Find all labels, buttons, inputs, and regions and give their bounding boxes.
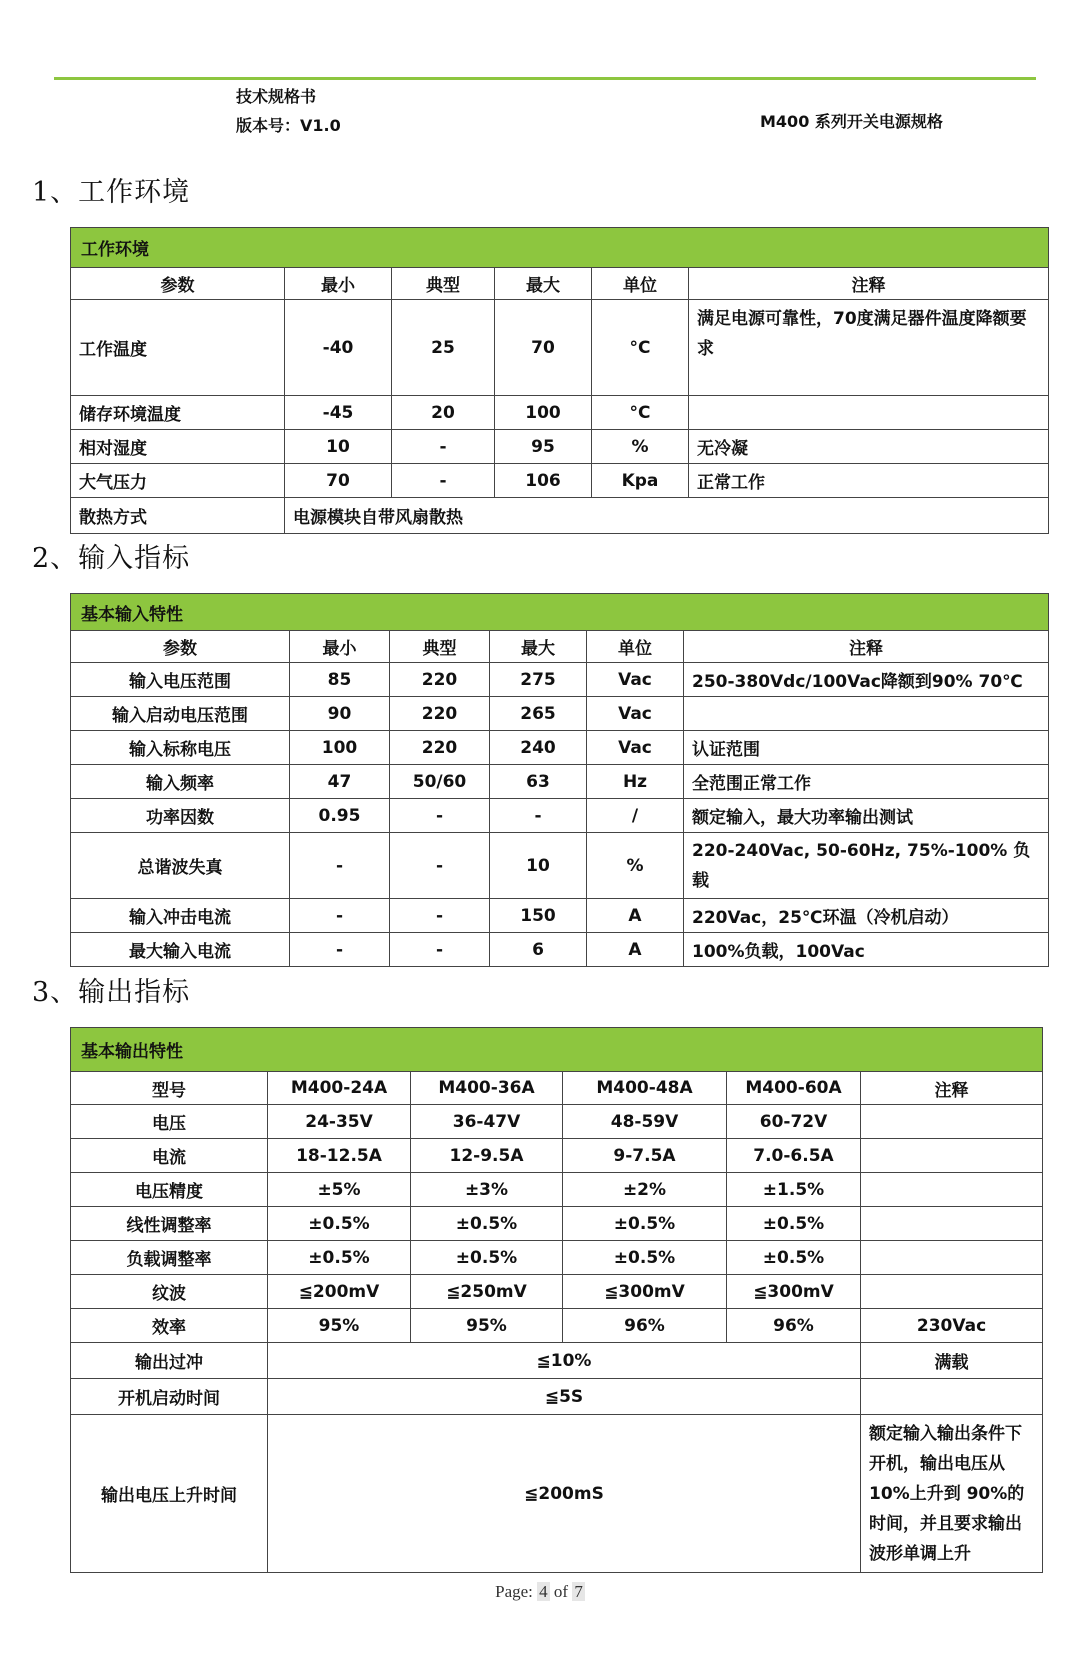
table-row: [71, 1105, 1043, 1139]
col-header: M400-36A: [411, 1072, 563, 1105]
cell: [861, 1139, 1043, 1173]
cell: 220: [390, 663, 490, 697]
cell: 储存环境温度: [71, 396, 285, 430]
cell: 正常工作: [689, 464, 1049, 498]
table-row: [71, 833, 1049, 899]
cell: [861, 1105, 1043, 1139]
cell: 90: [290, 697, 390, 731]
cell: 无冷凝: [689, 430, 1049, 464]
env-header-row: [71, 268, 1049, 300]
cell: 250-380Vdc/100Vac降额到90% 70℃: [684, 663, 1049, 697]
cell: /: [587, 799, 684, 833]
input-band: 基本输入特性: [71, 594, 1049, 631]
table-row: [71, 663, 1049, 697]
cell: 7.0-6.5A: [727, 1139, 861, 1173]
cell: Vac: [587, 663, 684, 697]
input-header-row: [71, 631, 1049, 663]
cell: 18-12.5A: [268, 1139, 411, 1173]
output-band: 基本输出特性: [71, 1028, 1043, 1072]
section-title-input: 2、输入指标: [32, 543, 191, 574]
table-row: [71, 1139, 1043, 1173]
col-header: 最大: [495, 268, 592, 300]
table-row: [71, 498, 1049, 534]
cell: ≦5S: [268, 1379, 861, 1415]
cell: -45: [285, 396, 392, 430]
cell: ±5%: [268, 1173, 411, 1207]
cell: 12-9.5A: [411, 1139, 563, 1173]
footer-of: of: [549, 1582, 573, 1601]
col-header: 注释: [861, 1072, 1043, 1105]
cell: 85: [290, 663, 390, 697]
cell: 96%: [727, 1309, 861, 1343]
col-header: 最小: [285, 268, 392, 300]
cell: 230Vac: [861, 1309, 1043, 1343]
cell: -: [290, 833, 390, 899]
cell: 最大输入电流: [71, 933, 290, 967]
cell: 220: [390, 697, 490, 731]
cell: 输入标称电压: [71, 731, 290, 765]
cell: 95%: [411, 1309, 563, 1343]
cell: -: [490, 799, 587, 833]
cell: 220: [390, 731, 490, 765]
table-row: [71, 1343, 1043, 1379]
cell: 100: [495, 396, 592, 430]
cell: 47: [290, 765, 390, 799]
cell: 输入启动电压范围: [71, 697, 290, 731]
cell: -: [390, 799, 490, 833]
cell: 满足电源可靠性，70度满足器件温度降额要求: [689, 300, 1049, 396]
cell: -: [390, 899, 490, 933]
table-row: [71, 300, 1049, 396]
cell: 总谐波失真: [71, 833, 290, 899]
cell: 100%负载，100Vac: [684, 933, 1049, 967]
cell: 纹波: [71, 1275, 268, 1309]
cell: ±0.5%: [411, 1241, 563, 1275]
cell: °C: [592, 300, 689, 396]
cell: 70: [495, 300, 592, 396]
cell: 额定输入输出条件下开机，输出电压从10%上升到 90%的时间，并且要求输出波形单调上升: [861, 1415, 1043, 1573]
cell: 6: [490, 933, 587, 967]
cell: ≦10%: [268, 1343, 861, 1379]
cell: Vac: [587, 731, 684, 765]
cell: 电流: [71, 1139, 268, 1173]
cell: 输出过冲: [71, 1343, 268, 1379]
cell: 输入冲击电流: [71, 899, 290, 933]
cell: 电压精度: [71, 1173, 268, 1207]
section-title-output: 3、输出指标: [32, 977, 191, 1008]
col-header: M400-24A: [268, 1072, 411, 1105]
cell: 负载调整率: [71, 1241, 268, 1275]
table-row: [71, 1379, 1043, 1415]
current-page: 4: [539, 1582, 548, 1601]
page-footer: [0, 1582, 1080, 1602]
col-header: 最大: [490, 631, 587, 663]
cell: 工作温度: [71, 300, 285, 396]
cell: ±0.5%: [268, 1241, 411, 1275]
cell: 150: [490, 899, 587, 933]
cell: 满载: [861, 1343, 1043, 1379]
table-row: [71, 464, 1049, 498]
cell: 95: [495, 430, 592, 464]
cell: ≦200mS: [268, 1415, 861, 1573]
cell: Hz: [587, 765, 684, 799]
table-row: [71, 899, 1049, 933]
cell: -40: [285, 300, 392, 396]
cell: 25: [392, 300, 495, 396]
cell: %: [587, 833, 684, 899]
cell: 24-35V: [268, 1105, 411, 1139]
cell: 大气压力: [71, 464, 285, 498]
cell: 96%: [563, 1309, 727, 1343]
cell: [861, 1275, 1043, 1309]
cell: 63: [490, 765, 587, 799]
table-row: [71, 731, 1049, 765]
cell: [861, 1241, 1043, 1275]
table-row: [71, 1207, 1043, 1241]
input-table: [70, 593, 1049, 967]
cell: %: [592, 430, 689, 464]
table-row: [71, 1415, 1043, 1573]
col-header: M400-60A: [727, 1072, 861, 1105]
cell: -: [392, 464, 495, 498]
table-row: [71, 933, 1049, 967]
col-header: 注释: [684, 631, 1049, 663]
table-row: [71, 697, 1049, 731]
footer-prefix: Page:: [495, 1582, 538, 1601]
cell: 9-7.5A: [563, 1139, 727, 1173]
table-row: [71, 799, 1049, 833]
cell: 50/60: [390, 765, 490, 799]
cell: 全范围正常工作: [684, 765, 1049, 799]
cell: ±0.5%: [563, 1241, 727, 1275]
cell: 相对湿度: [71, 430, 285, 464]
cell: ±2%: [563, 1173, 727, 1207]
cell: 输入频率: [71, 765, 290, 799]
output-table: [70, 1027, 1043, 1573]
col-header: 参数: [71, 268, 285, 300]
col-header: 型号: [71, 1072, 268, 1105]
cell: [861, 1379, 1043, 1415]
doc-type: 技术规格书: [236, 87, 317, 106]
cell: [861, 1207, 1043, 1241]
col-header: 典型: [392, 268, 495, 300]
cell: 100: [290, 731, 390, 765]
cell: 额定输入，最大功率输出测试: [684, 799, 1049, 833]
cell: -: [390, 933, 490, 967]
col-header: 单位: [587, 631, 684, 663]
cell: 开机启动时间: [71, 1379, 268, 1415]
table-row: [71, 1173, 1043, 1207]
cell: -: [290, 899, 390, 933]
cell: 95%: [268, 1309, 411, 1343]
cell: 效率: [71, 1309, 268, 1343]
cell: 认证范围: [684, 731, 1049, 765]
col-header: 注释: [689, 268, 1049, 300]
cell: Vac: [587, 697, 684, 731]
cell: 散热方式: [71, 498, 285, 534]
cell: 10: [285, 430, 392, 464]
cell: 48-59V: [563, 1105, 727, 1139]
cell: 功率因数: [71, 799, 290, 833]
cell: ±0.5%: [727, 1207, 861, 1241]
cell: [861, 1173, 1043, 1207]
cell: ≦250mV: [411, 1275, 563, 1309]
header-left: [236, 82, 341, 140]
cell: 275: [490, 663, 587, 697]
version-number: 版本号：V1.0: [236, 116, 341, 135]
cell: ±0.5%: [268, 1207, 411, 1241]
table-row: [71, 430, 1049, 464]
cell: 220-240Vac, 50-60Hz, 75%-100% 负载: [684, 833, 1049, 899]
cell: 线性调整率: [71, 1207, 268, 1241]
cell: 20: [392, 396, 495, 430]
col-header: 最小: [290, 631, 390, 663]
cell: A: [587, 899, 684, 933]
env-table: [70, 227, 1049, 534]
cell: °C: [592, 396, 689, 430]
cell: ±0.5%: [727, 1241, 861, 1275]
cell: 240: [490, 731, 587, 765]
cell: 36-47V: [411, 1105, 563, 1139]
cell: 输出电压上升时间: [71, 1415, 268, 1573]
output-header-row: [71, 1072, 1043, 1105]
cell: 电源模块自带风扇散热: [285, 498, 1049, 534]
cell: [684, 697, 1049, 731]
cell: [689, 396, 1049, 430]
col-header: 典型: [390, 631, 490, 663]
cell: 60-72V: [727, 1105, 861, 1139]
cell: 输入电压范围: [71, 663, 290, 697]
cell: ±1.5%: [727, 1173, 861, 1207]
table-row: [71, 765, 1049, 799]
header-rule: [54, 77, 1036, 80]
cell: ±3%: [411, 1173, 563, 1207]
cell: 电压: [71, 1105, 268, 1139]
section-title-env: 1、工作环境: [32, 177, 191, 208]
col-header: 单位: [592, 268, 689, 300]
cell: ≦300mV: [727, 1275, 861, 1309]
col-header: M400-48A: [563, 1072, 727, 1105]
cell: ≦200mV: [268, 1275, 411, 1309]
cell: Kpa: [592, 464, 689, 498]
cell: 0.95: [290, 799, 390, 833]
col-header: 参数: [71, 631, 290, 663]
cell: 70: [285, 464, 392, 498]
table-row: [71, 1241, 1043, 1275]
series-title: M400 系列开关电源规格: [760, 112, 943, 131]
total-pages: 7: [574, 1582, 583, 1601]
cell: 265: [490, 697, 587, 731]
cell: ±0.5%: [563, 1207, 727, 1241]
table-row: [71, 396, 1049, 430]
env-band: 工作环境: [71, 228, 1049, 268]
cell: 220Vac，25℃环温（冷机启动）: [684, 899, 1049, 933]
table-row: [71, 1309, 1043, 1343]
cell: -: [290, 933, 390, 967]
cell: -: [390, 833, 490, 899]
cell: -: [392, 430, 495, 464]
cell: 10: [490, 833, 587, 899]
cell: 106: [495, 464, 592, 498]
cell: ±0.5%: [411, 1207, 563, 1241]
cell: ≦300mV: [563, 1275, 727, 1309]
table-row: [71, 1275, 1043, 1309]
cell: A: [587, 933, 684, 967]
